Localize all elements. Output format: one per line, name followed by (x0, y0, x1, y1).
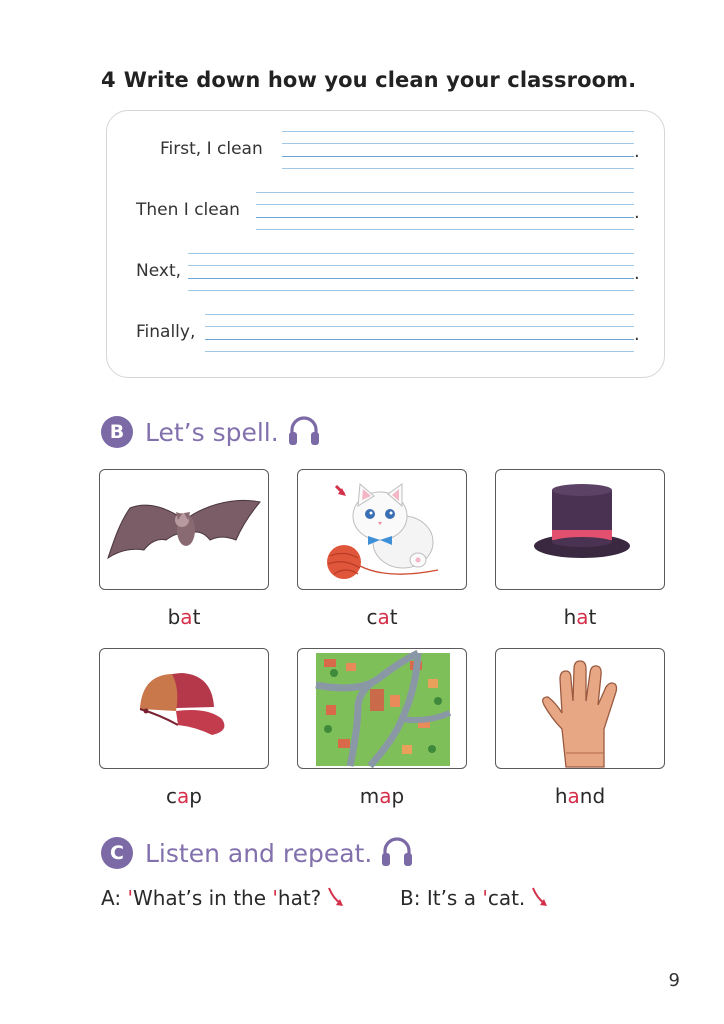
word-part: c (366, 605, 378, 629)
speaker-label: B: (400, 886, 427, 910)
ruled-lines[interactable] (256, 192, 634, 232)
dialogue-line-a (101, 886, 345, 913)
dialogue-line-b (400, 886, 549, 913)
map-picture (297, 648, 467, 769)
section-badge: B (101, 416, 133, 448)
speaker-label: A: (101, 886, 128, 910)
writing-row-then (107, 192, 664, 232)
word-bat (99, 605, 269, 629)
row-end-period: . (634, 202, 640, 223)
ruled-lines[interactable] (205, 314, 634, 354)
highlighted-letter: a (576, 605, 589, 629)
word-part: c (166, 784, 178, 808)
question-4-title (101, 68, 636, 92)
word-map (297, 784, 467, 808)
row-label: Next, (136, 261, 182, 281)
dialogue-text: What’s in the (132, 886, 273, 910)
highlighted-letter: a (377, 605, 390, 629)
question-number: 4 (101, 68, 116, 92)
row-end-period: . (634, 141, 640, 162)
headphones-icon[interactable] (380, 835, 414, 871)
section-title: Let’s spell. (145, 417, 279, 447)
question-text: Write down how you clean your classroom. (123, 68, 637, 92)
word-part: nd (579, 784, 606, 808)
word-part: t (192, 605, 201, 629)
section-badge: C (101, 837, 133, 869)
writing-row-next (107, 253, 664, 293)
row-label: Finally, (136, 322, 196, 342)
writing-row-first (107, 131, 664, 171)
falling-intonation-icon (327, 886, 345, 913)
word-part: h (563, 605, 577, 629)
page-number: 9 (668, 970, 680, 991)
word-part: h (554, 784, 568, 808)
hand-picture (495, 648, 665, 769)
cap-picture (99, 648, 269, 769)
section-b-heading (101, 414, 321, 450)
highlighted-letter: a (180, 605, 193, 629)
ruled-lines[interactable] (282, 131, 634, 171)
stress-mark: ' (272, 886, 278, 910)
stress-mark: ' (127, 886, 133, 910)
falling-intonation-icon (531, 886, 549, 913)
writing-row-finally (107, 314, 664, 354)
headphones-icon[interactable] (287, 414, 321, 450)
highlighted-letter: a (177, 784, 190, 808)
cat-picture (297, 469, 467, 590)
row-label: Then I clean (136, 200, 240, 220)
word-hand (495, 784, 665, 808)
section-c-heading (101, 835, 414, 871)
row-end-period: . (634, 324, 640, 345)
word-hat (495, 605, 665, 629)
section-title: Listen and repeat. (145, 838, 373, 868)
bat-picture (99, 469, 269, 590)
dialogue-text: hat? (277, 886, 322, 910)
word-cap (99, 784, 269, 808)
word-part: b (167, 605, 181, 629)
hat-picture (495, 469, 665, 590)
word-part: t (389, 605, 398, 629)
word-part: p (391, 784, 405, 808)
stress-mark: ' (482, 886, 488, 910)
writing-box (106, 110, 665, 378)
word-part: t (588, 605, 597, 629)
ruled-lines[interactable] (188, 253, 634, 293)
highlighted-letter: a (379, 784, 392, 808)
dialogue-text: cat. (487, 886, 526, 910)
word-cat (297, 605, 467, 629)
word-part: m (359, 784, 380, 808)
dialogue-text: It’s a (426, 886, 483, 910)
row-end-period: . (634, 263, 640, 284)
highlighted-letter: a (567, 784, 580, 808)
row-label: First, I clean (160, 139, 263, 159)
word-part: p (189, 784, 202, 808)
